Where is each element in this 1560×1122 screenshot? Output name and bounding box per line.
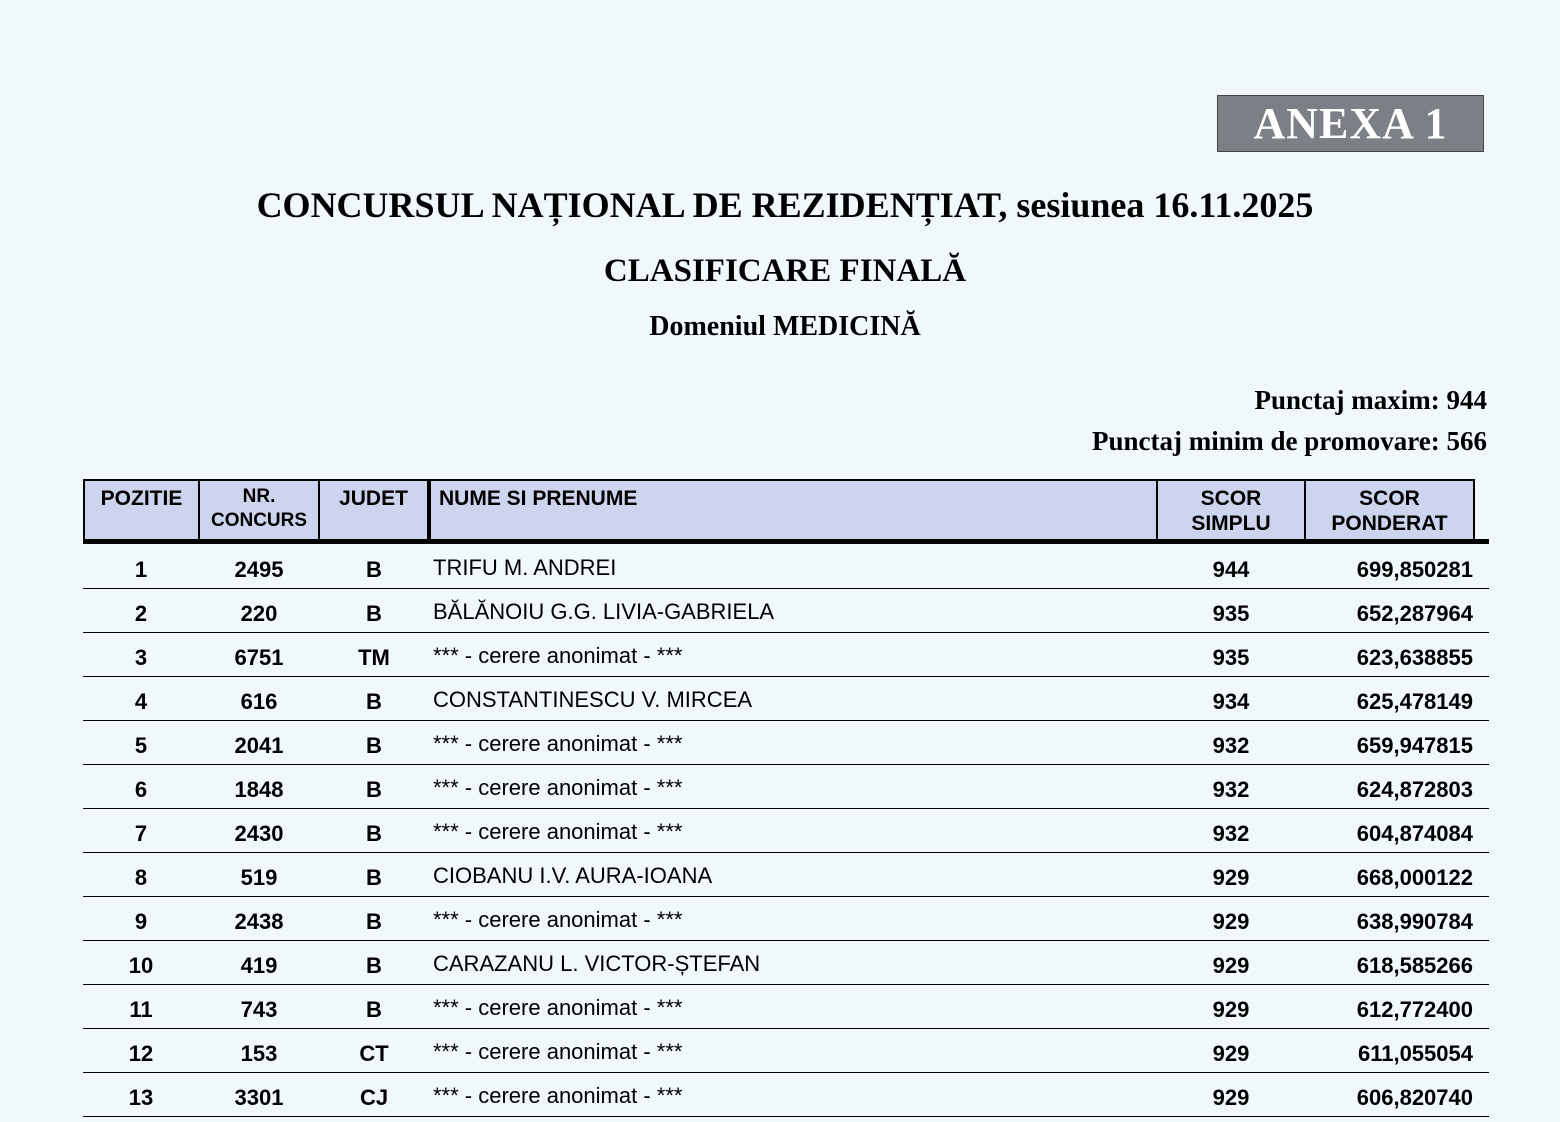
cell-nr-concurs: 1848 xyxy=(234,777,284,802)
cell-judet: CJ xyxy=(359,1085,389,1110)
col-header-judet xyxy=(318,479,429,543)
cell-scor-simplu: 929 xyxy=(1212,865,1250,890)
cell-scor-simplu: 929 xyxy=(1212,909,1250,934)
cell-pozitie: 8 xyxy=(134,865,148,890)
cell-scor-simplu: 944 xyxy=(1212,557,1250,582)
cell-scor-simplu: 932 xyxy=(1212,777,1250,802)
table-row xyxy=(83,897,1489,941)
cell-nr-concurs: 153 xyxy=(240,1041,278,1066)
cell-nr-concurs: 3301 xyxy=(234,1085,284,1110)
table-row xyxy=(83,677,1489,721)
cell-nr-concurs: 220 xyxy=(240,601,278,626)
cell-judet: B xyxy=(366,689,382,714)
table-row xyxy=(83,721,1489,765)
cell-scor-ponderat: 623,638855 xyxy=(1356,645,1473,670)
col-header-judet-label: JUDET xyxy=(339,487,408,510)
cell-nume: *** - cerere anonimat - *** xyxy=(433,995,683,1020)
cell-judet: B xyxy=(366,777,382,802)
cell-nr-concurs: 2438 xyxy=(234,909,284,934)
cell-pozitie: 4 xyxy=(134,689,148,714)
domain-label: Domeniul MEDICINĂ xyxy=(649,311,921,342)
cell-scor-simplu: 932 xyxy=(1212,733,1250,758)
results-table-body xyxy=(83,545,1489,1117)
cell-scor-ponderat: 624,872803 xyxy=(1356,777,1473,802)
cell-nr-concurs: 2041 xyxy=(234,733,284,758)
table-row xyxy=(83,1073,1489,1117)
cell-nr-concurs: 616 xyxy=(240,689,278,714)
table-row xyxy=(83,941,1489,985)
col-header-scor-ponderat xyxy=(1304,479,1475,543)
cell-judet: B xyxy=(366,557,382,582)
cell-pozitie: 12 xyxy=(128,1041,154,1066)
cell-nr-concurs: 519 xyxy=(240,865,278,890)
cell-scor-simplu: 932 xyxy=(1212,821,1250,846)
table-row xyxy=(83,853,1489,897)
col-header-simplu-line2: SIMPLU xyxy=(1191,512,1271,535)
cell-nume: *** - cerere anonimat - *** xyxy=(433,643,683,668)
cell-judet: B xyxy=(366,821,382,846)
cell-nume: *** - cerere anonimat - *** xyxy=(433,775,683,800)
annex-label: ANEXA 1 xyxy=(1217,95,1484,152)
col-header-scor-simplu xyxy=(1156,479,1306,543)
cell-scor-ponderat: 659,947815 xyxy=(1356,733,1473,758)
cell-judet: B xyxy=(366,953,382,978)
table-row xyxy=(83,1029,1489,1073)
cell-scor-ponderat: 668,000122 xyxy=(1356,865,1473,890)
col-header-ponderat-line2: PONDERAT xyxy=(1331,512,1448,535)
cell-nr-concurs: 2495 xyxy=(234,557,284,582)
cell-nume: CIOBANU I.V. AURA-IOANA xyxy=(433,863,713,888)
cell-nume: *** - cerere anonimat - *** xyxy=(433,731,683,756)
cell-scor-simplu: 929 xyxy=(1212,1085,1250,1110)
cell-scor-simplu: 935 xyxy=(1212,645,1250,670)
table-header xyxy=(83,479,1475,543)
cell-nume: BĂLĂNOIU G.G. LIVIA-GABRIELA xyxy=(433,599,775,624)
cell-scor-ponderat: 652,287964 xyxy=(1356,601,1473,626)
cell-judet: B xyxy=(366,997,382,1022)
table-row xyxy=(83,589,1489,633)
page-subtitle: CLASIFICARE FINALĂ xyxy=(603,253,967,289)
col-header-nume-label: NUME SI PRENUME xyxy=(439,487,638,510)
cell-pozitie: 3 xyxy=(134,645,148,670)
col-header-nume xyxy=(429,479,1158,543)
cell-scor-ponderat: 606,820740 xyxy=(1356,1085,1473,1110)
cell-scor-ponderat: 612,772400 xyxy=(1356,997,1473,1022)
cell-judet: B xyxy=(366,865,382,890)
cell-nume: *** - cerere anonimat - *** xyxy=(433,1039,683,1064)
cell-judet: B xyxy=(366,733,382,758)
cell-pozitie: 7 xyxy=(134,821,148,846)
cell-nume: CONSTANTINESCU V. MIRCEA xyxy=(433,687,753,712)
col-header-pozitie-label: POZITIE xyxy=(100,487,183,510)
cell-pozitie: 9 xyxy=(134,909,148,934)
max-score: Punctaj maxim: 944 xyxy=(1254,385,1487,415)
min-score: Punctaj minim de promovare: 566 xyxy=(1092,426,1487,456)
cell-pozitie: 11 xyxy=(129,997,153,1022)
cell-scor-ponderat: 638,990784 xyxy=(1356,909,1473,934)
cell-scor-simplu: 929 xyxy=(1212,1041,1250,1066)
page-title: CONCURSUL NAȚIONAL DE REZIDENȚIAT, sesiunea 16.11.2025 xyxy=(256,185,1314,225)
cell-nume: TRIFU M. ANDREI xyxy=(433,555,617,580)
col-header-pozitie xyxy=(83,479,200,543)
col-header-nr-line2: CONCURS xyxy=(210,510,308,531)
cell-scor-simplu: 929 xyxy=(1212,997,1250,1022)
cell-nume: *** - cerere anonimat - *** xyxy=(433,1083,683,1108)
col-header-nr-line1: NR. xyxy=(242,486,276,507)
cell-judet: B xyxy=(366,601,382,626)
cell-pozitie: 5 xyxy=(134,733,148,758)
cell-nume: *** - cerere anonimat - *** xyxy=(433,819,683,844)
cell-scor-simplu: 934 xyxy=(1212,689,1250,714)
cell-scor-ponderat: 604,874084 xyxy=(1356,821,1473,846)
cell-pozitie: 6 xyxy=(134,777,148,802)
cell-judet: TM xyxy=(358,645,390,670)
cell-nr-concurs: 419 xyxy=(240,953,278,978)
cell-nume: *** - cerere anonimat - *** xyxy=(433,907,683,932)
cell-scor-ponderat: 625,478149 xyxy=(1356,689,1473,714)
cell-pozitie: 1 xyxy=(134,557,148,582)
cell-nr-concurs: 2430 xyxy=(234,821,284,846)
cell-pozitie: 2 xyxy=(134,601,148,626)
cell-scor-simplu: 935 xyxy=(1212,601,1250,626)
cell-scor-simplu: 929 xyxy=(1212,953,1250,978)
cell-judet: CT xyxy=(359,1041,389,1066)
table-row xyxy=(83,809,1489,853)
cell-nume: CARAZANU L. VICTOR-ȘTEFAN xyxy=(433,951,761,976)
cell-judet: B xyxy=(366,909,382,934)
table-row xyxy=(83,545,1489,589)
cell-pozitie: 13 xyxy=(128,1085,154,1110)
cell-nr-concurs: 743 xyxy=(240,997,278,1022)
table-row xyxy=(83,985,1489,1029)
col-header-nr-concurs xyxy=(198,479,320,543)
col-header-ponderat-line1: SCOR xyxy=(1359,487,1420,510)
cell-scor-ponderat: 699,850281 xyxy=(1356,557,1473,582)
cell-scor-ponderat: 618,585266 xyxy=(1356,953,1473,978)
table-row xyxy=(83,765,1489,809)
cell-scor-ponderat: 611,055054 xyxy=(1357,1041,1473,1066)
col-header-simplu-line1: SCOR xyxy=(1200,487,1262,510)
header-divider xyxy=(83,539,1489,544)
cell-nr-concurs: 6751 xyxy=(234,645,284,670)
table-row xyxy=(83,633,1489,677)
cell-pozitie: 10 xyxy=(128,953,154,978)
